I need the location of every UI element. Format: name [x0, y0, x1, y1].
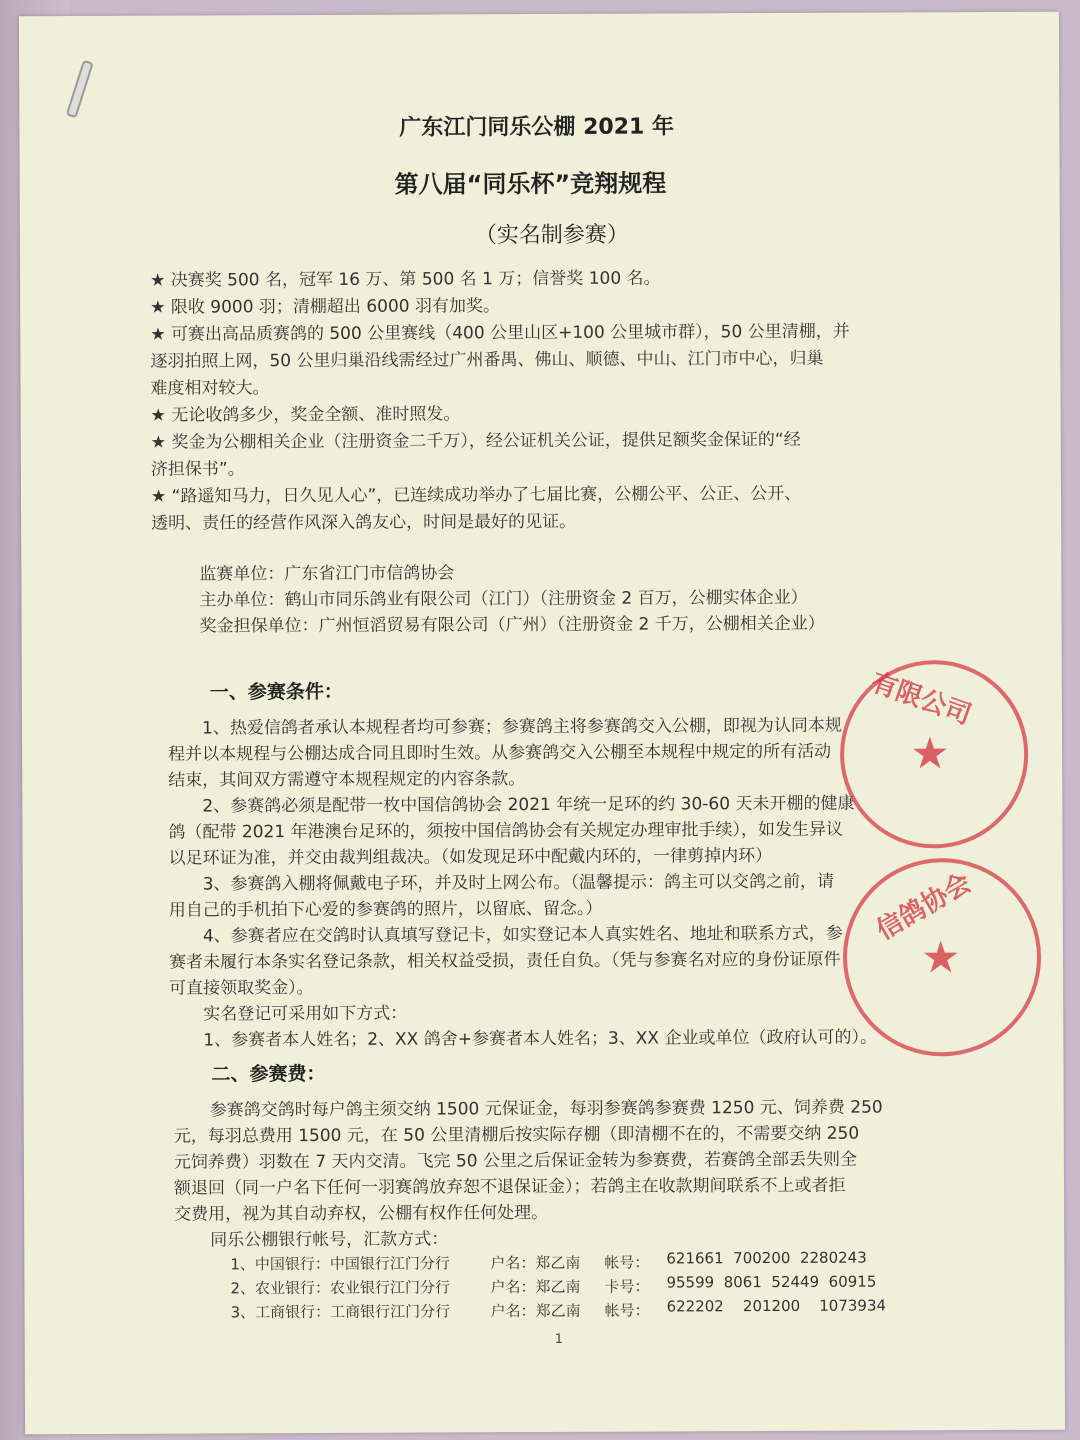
bank-name: 1、中国银行：中国银行江门分行	[230, 1254, 450, 1274]
section1-line: 以足环证为准，并交由裁判组裁决。（如发现足环中配戴内环的，一律剪掉内环）	[168, 845, 773, 869]
highlight-line: ★ 限收 9000 羽；清棚超出 6000 羽有加奖。	[150, 296, 501, 318]
title-line-3: （实名制参赛）	[474, 222, 629, 249]
title-line-1: 广东江门同乐公棚 2021 年	[399, 114, 675, 141]
account-type-label: 帐号：	[604, 1301, 650, 1320]
highlight-line: ★ 无论收鸽多少，奖金全额、准时照发。	[150, 404, 461, 426]
section1-line: 1、热爱信鸽者承认本规程者均可参赛；参赛鸽主将参赛鸽交入公棚，即视为认同本规	[201, 715, 842, 739]
section-heading: 一、参赛条件：	[209, 680, 343, 704]
section2-line: 额退回（同一户名下任何一羽赛鸽放弃恕不退保证金）；若鸽主在收款期间联系不上或者拒	[173, 1175, 846, 1199]
highlight-line: 难度相对较大。	[150, 378, 270, 399]
account-type-label: 帐号：	[604, 1253, 650, 1272]
section1-line: 3、参赛鸽入棚将佩戴电子环，并及时上网公布。（温馨提示：鸽主可以交鸽之前，请	[202, 871, 835, 895]
organizer-line: 监赛单位：广东省江门市信鸽协会	[199, 563, 455, 585]
section1-line: 4、参赛者应在交鸽时认真填写登记卡，如实登记本人真实姓名、地址和联系方式，参	[202, 923, 843, 947]
title-line-2: 第八届“同乐杯”竞翔规程	[394, 169, 667, 199]
star-icon: ★	[920, 932, 961, 984]
highlight-line: 透明、责任的经营作风深入鸽友心，时间是最好的见证。	[151, 511, 577, 534]
section1-line: 实名登记可采用如下方式：	[203, 1003, 408, 1025]
account-number: 621661 700200 2280243	[666, 1248, 867, 1268]
staple-icon	[66, 60, 94, 119]
section2-line: 交费用，视为其自动弃权，公棚有权作任何处理。	[174, 1202, 549, 1225]
organizer-line: 奖金担保单位：广州恒滔贸易有限公司（广州）（注册资金 2 千万，公棚相关企业）	[199, 613, 825, 637]
highlight-line: 逐羽拍照上网，50 公里归巢沿线需经过广州番禺、佛山、顺德、中山、江门市中心，归巢	[150, 348, 824, 372]
highlight-line: ★ 可赛出高品质赛鸽的 500 公里赛线（400 公里山区+100 公里城市群），50 公里清棚，并	[150, 321, 850, 345]
document-page	[19, 12, 1065, 1435]
section1-line: 结束，其间双方需遵守本规程规定的内容条款。	[168, 769, 526, 791]
section1-line: 1、参赛者本人姓名；2、XX 鸽舍+参赛者本人姓名；3、XX 企业或单位（政府认可的）。	[203, 1027, 878, 1051]
account-number: 95599 8061 52449 60915	[666, 1272, 877, 1292]
bank-name: 3、工商银行：工商银行江门分行	[230, 1302, 451, 1322]
section2-line: 元，每羽总费用 1500 元，在 50 公里清棚后按实际存棚（即清棚不在的，不需要交纳 250	[173, 1123, 860, 1147]
section2-line: 元饲养费）羽数在 7 天内交清。飞完 50 公里之后保证金转为参赛费，若赛鸽全部丢失则全	[173, 1149, 858, 1173]
highlight-line: 济担保书”。	[150, 459, 245, 480]
company-seal	[840, 660, 1029, 849]
section2-line: 同乐公棚银行帐号，汇款方式：	[210, 1229, 449, 1251]
section2-line: 参赛鸽交鸽时每户鸽主须交纳 1500 元保证金，每羽参赛鸽参赛费 1250 元、饲养费 250	[209, 1097, 883, 1121]
highlight-line: ★ 决赛奖 500 名，冠军 16 万、第 500 名 1 万；信誉奖 100 名。	[150, 268, 661, 291]
section1-line: 鸽（配带 2021 年港澳台足环的，须按中国信鸽协会有关规定办理审批手续），如发生异议	[168, 819, 844, 843]
highlight-line: ★ “路遥知马力，日久见人心”，已连续成功举办了七届比赛，公棚公平、公正、公开、	[150, 483, 802, 507]
account-holder: 户名：郑乙南	[490, 1277, 581, 1297]
organizer-line: 主办单位：鹤山市同乐鸽业有限公司（江门）（注册资金 2 百万，公棚实体企业）	[199, 587, 808, 611]
account-type-label: 卡号：	[604, 1277, 650, 1296]
section1-line: 可直接领取奖金）。	[169, 977, 314, 999]
section1-line: 程并以本规程与公棚达成合同且即时生效。从参赛鸽交入公棚至本规程中规定的所有活动	[168, 741, 832, 765]
seal-text: 信鸽协会	[871, 867, 977, 947]
highlight-line: ★ 奖金为公棚相关企业（注册资金二千万），经公证机关公证，提供足额奖金保证的“经	[150, 429, 801, 453]
association-seal	[843, 858, 1042, 1057]
star-icon: ★	[910, 728, 950, 780]
account-number: 622202 201200 1073934	[666, 1296, 887, 1316]
section-heading: 二、参赛费：	[211, 1062, 326, 1086]
section1-line: 2、参赛鸽必须是配带一枚中国信鸽协会 2021 年统一足环的约 30-60 天未开棚的健康	[202, 793, 855, 817]
section1-line: 用自己的手机拍下心爱的参赛鸽的照片，以留底、留念。）	[168, 898, 603, 921]
seal-text: 有限公司	[867, 667, 976, 731]
page-number: 1	[554, 1331, 564, 1347]
account-holder: 户名：郑乙南	[490, 1253, 581, 1273]
section1-line: 赛者未履行本条实名登记条款，相关权益受损，责任自负。（凭与参赛名对应的身份证原件	[168, 949, 841, 973]
bank-name: 2、农业银行：农业银行江门分行	[230, 1278, 451, 1298]
account-holder: 户名：郑乙南	[490, 1301, 581, 1321]
